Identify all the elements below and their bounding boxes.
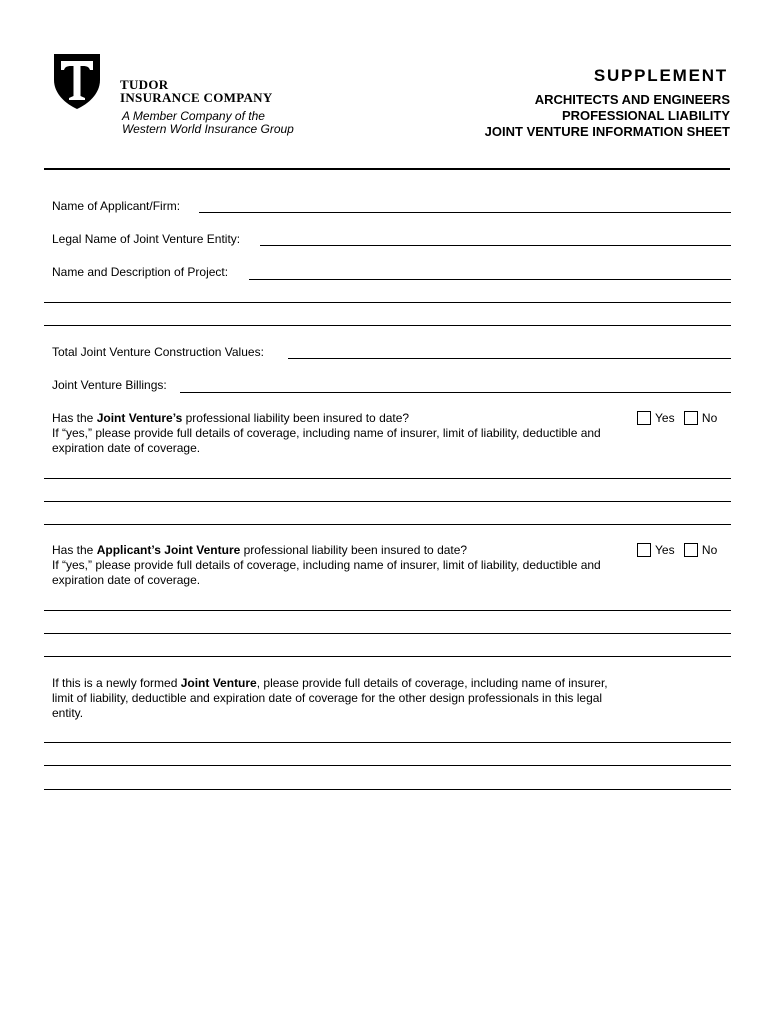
project-label: Name and Description of Project: [52,265,229,279]
tudor-shield-logo-icon [52,52,102,110]
legal-name-input-line[interactable] [260,245,731,246]
question-jv-insured-suffix: professional liability been insured to date? [182,411,410,425]
question-applicant-jv-options [637,543,723,558]
tagline-line1: A Member Company of the [122,109,265,123]
question-jv-insured-prefix: Has the [52,411,97,425]
tagline-line2: Western World Insurance Group [122,122,294,136]
yes-checkbox[interactable] [637,543,651,557]
question-newly-formed-line-1[interactable] [44,742,731,743]
subtitle-line1: ARCHITECTS AND ENGINEERS [534,92,730,107]
subtitle-line3: JOINT VENTURE INFORMATION SHEET [484,124,730,139]
question-jv-insured-line-1[interactable] [44,478,731,479]
question-jv-insured-line-3[interactable] [44,524,731,525]
question-newly-formed-bold: Joint Venture [180,676,257,690]
question-applicant-jv-line-1[interactable] [44,610,731,611]
question-applicant-jv-prefix: Has the [52,543,97,557]
question-applicant-jv-line-3[interactable] [44,656,731,657]
no-checkbox[interactable] [684,543,698,557]
header-divider [44,168,730,170]
company-name-line2: INSURANCE COMPANY [120,90,273,105]
question-jv-insured [52,411,627,456]
supplement-title: SUPPLEMENT [593,66,728,85]
construction-values-input-line[interactable] [288,358,731,359]
billings-label: Joint Venture Billings: [52,378,167,392]
question-jv-insured-bold: Joint Venture’s [96,411,183,425]
project-input-line-3[interactable] [44,325,731,326]
question-applicant-jv-suffix: professional liability been insured to date? [240,543,468,557]
question-jv-insured-line-2[interactable] [44,501,731,502]
question-applicant-jv-insured [52,543,627,588]
yes-label: Yes [655,543,675,557]
question-applicant-jv-line-2[interactable] [44,633,731,634]
question-newly-formed-prefix: If this is a newly formed [52,676,181,690]
question-newly-formed-line-3[interactable] [44,789,731,790]
no-checkbox[interactable] [684,411,698,425]
applicant-input-line[interactable] [199,212,731,213]
question-jv-insured-options [637,411,723,426]
question-jv-insured-detail: If “yes,” please provide full details of coverage, including name of insurer, limit of liability, deductible and expiration date of coverage. [52,426,601,455]
question-newly-formed-jv [52,676,622,721]
company-name-line1: TUDOR [120,77,169,92]
question-newly-formed-line-2[interactable] [44,765,731,766]
yes-label: Yes [655,411,675,425]
subtitle-line2: PROFESSIONAL LIABILITY [561,108,730,123]
yes-checkbox[interactable] [637,411,651,425]
construction-values-label: Total Joint Venture Construction Values: [52,345,264,359]
question-applicant-jv-bold: Applicant’s Joint Venture [96,543,241,557]
applicant-label: Name of Applicant/Firm: [52,199,181,213]
project-input-line[interactable] [249,279,731,280]
question-applicant-jv-detail: If “yes,” please provide full details of coverage, including name of insurer, limit of liability, deductible and expiration date of coverage. [52,558,601,587]
billings-input-line[interactable] [180,392,731,393]
question-newly-formed-suffix: , please provide full details of coverage, including name of insurer, limit of liability, deductible and expiration date of coverage for the other design professionals in this legal entity. [52,676,608,720]
no-label: No [701,411,718,425]
project-input-line-2[interactable] [44,302,731,303]
legal-name-label: Legal Name of Joint Venture Entity: [52,232,241,246]
no-label: No [701,543,718,557]
